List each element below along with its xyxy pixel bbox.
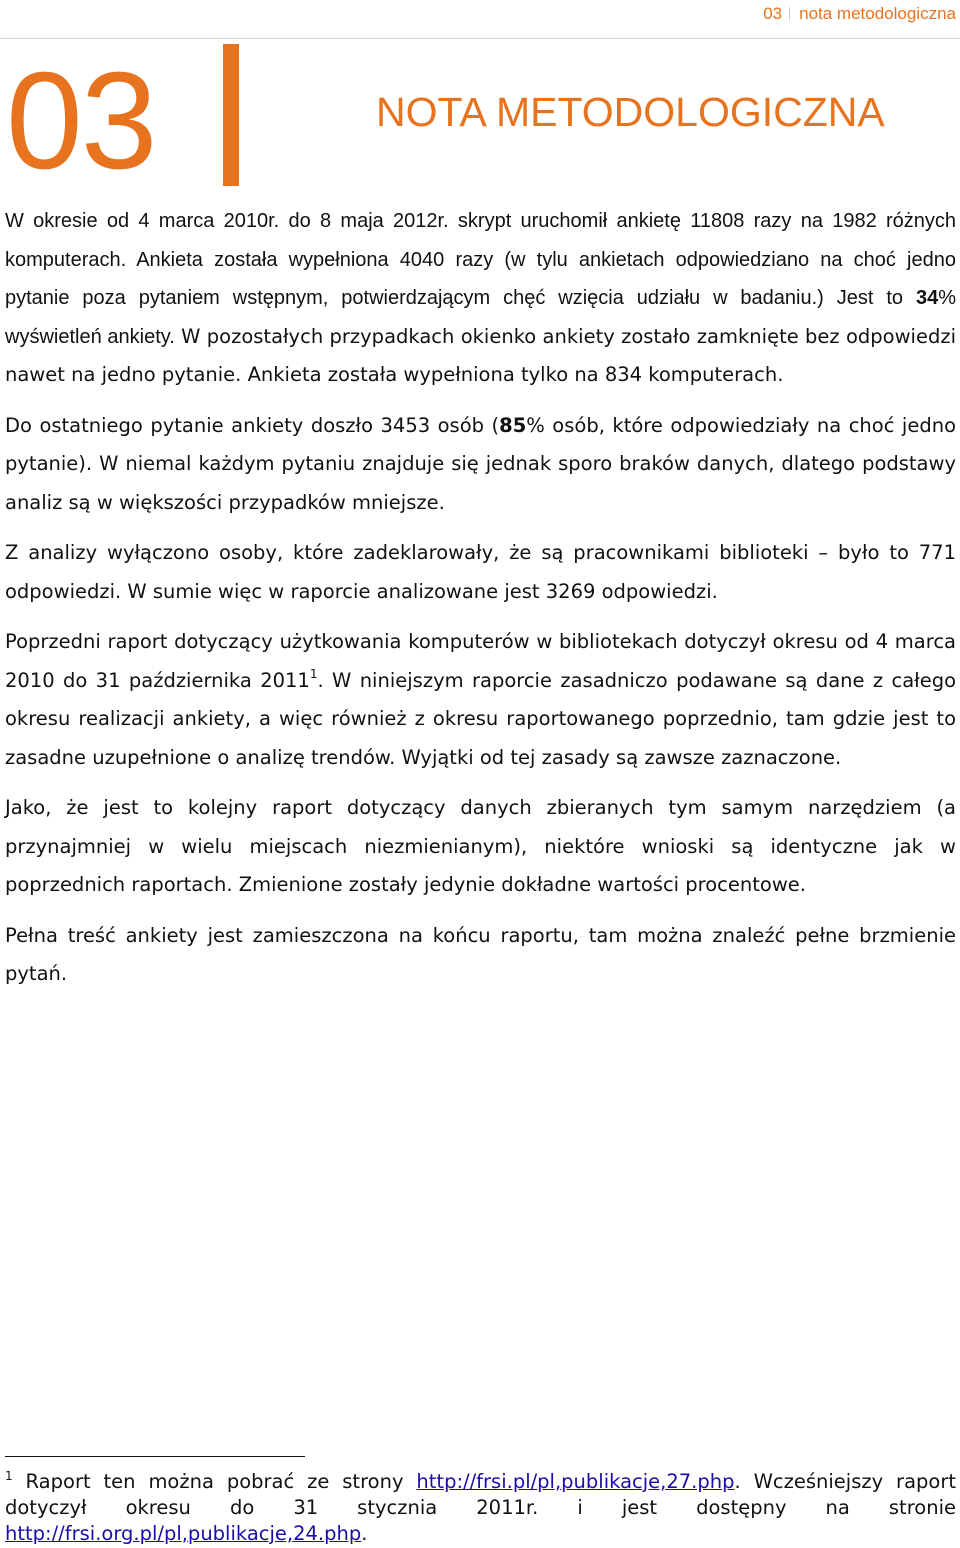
bold-percentage: 85 — [499, 413, 527, 437]
footnote-separator — [5, 1456, 305, 1457]
footnote-link-report[interactable]: http://frsi.pl/pl,publikacje,27.php — [416, 1470, 735, 1493]
header-divider — [0, 38, 960, 39]
chapter-number: 03 — [6, 44, 156, 198]
bold-percentage: 34 — [915, 287, 939, 309]
footnote-reference[interactable]: 1 — [309, 666, 318, 681]
header-chapter-name: nota metodologiczna — [799, 4, 956, 23]
chapter-title: NOTA METODOLOGICZNA — [376, 89, 885, 135]
running-header — [763, 0, 956, 28]
header-separator — [789, 7, 790, 21]
paragraph-2: Do ostatniego pytanie ankiety doszło 3453 osób (85% osób, które odpowiedziały na choć jedno pytanie). W niemal każdym pytaniu znajduje się jednak sporo braków danych, dlatego podstawy analiz są w większości przypadków mniejsze. — [5, 413, 957, 514]
header-chapter-number: 03 — [763, 4, 783, 23]
paragraph-4: Poprzedni raport dotyczący użytkowania komputerów w bibliotekach dotyczył okresu od 4 marca 2010 do 31 października 2011$^1$. W niniejszym raporcie zasadniczo podawane są dane z całego okresu realizacji ankiety, a więc również z okresu raportowanego poprzednio, tam gdzie jest to zasadne uzupełnione o analizę trendów. Wyjątki od tej zasady są zawsze zaznaczone. — [5, 630, 957, 769]
paragraph-1: W okresie od 4 marca 2010r. do 8 maja 2012r. skrypt uruchomił ankietę 11808 razy na 1982 różnych komputerach. Ankieta została wypełniona 4040 razy (w tylu ankietach odpowiedziano na choć jedno pytanie poza pytaniem wstępnym, potwierdzającym chęć wzięcia udziału w badaniu.) Jest to 34% wyświetleń ankiety. W pozostałych przypadkach okienko ankiety zostało zamknięte bez odpowiedzi nawet na jedno pytanie. Ankieta została wypełniona tylko na 834 komputerach. — [5, 210, 956, 386]
paragraph-3: Z analizy wyłączono osoby, które zadeklarowały, że są pracownikami biblioteki – było to 771 odpowiedzi. W sumie więc w raporcie analizowane jest 3269 odpowiedzi. — [5, 541, 956, 603]
paragraph-6: Pełna treść ankiety jest zamieszczona na końcu raportu, tam można znaleźć pełne brzmienie pytań. — [5, 923, 956, 985]
footnote: $^1$ Raport ten można pobrać ze strony http://frsi.pl/pl,publikacje,27.php. Wcześniejszy raport dotyczył okresu do 31 stycznia 2011r. i jest dostępny na stronie http://frsi.org.pl/pl,publikacje,24.php. — [5, 1469, 956, 1545]
footnote-link-previous-report[interactable]: http://frsi.org.pl/pl,publikacje,24.php — [5, 1522, 362, 1545]
chapter-divider-bar — [223, 44, 239, 186]
footnote-mark: 1 — [5, 1469, 13, 1483]
body-text — [5, 202, 956, 1006]
paragraph-5: Jako, że jest to kolejny raport dotyczący danych zbieranych tym samym narzędziem (a przynajmniej w wielu miejscach niezmienianym), niektóre wnioski są identyczne jak w poprzednich raportach. Zmienione zostały jedynie dokładne wartości procentowe. — [5, 796, 956, 896]
